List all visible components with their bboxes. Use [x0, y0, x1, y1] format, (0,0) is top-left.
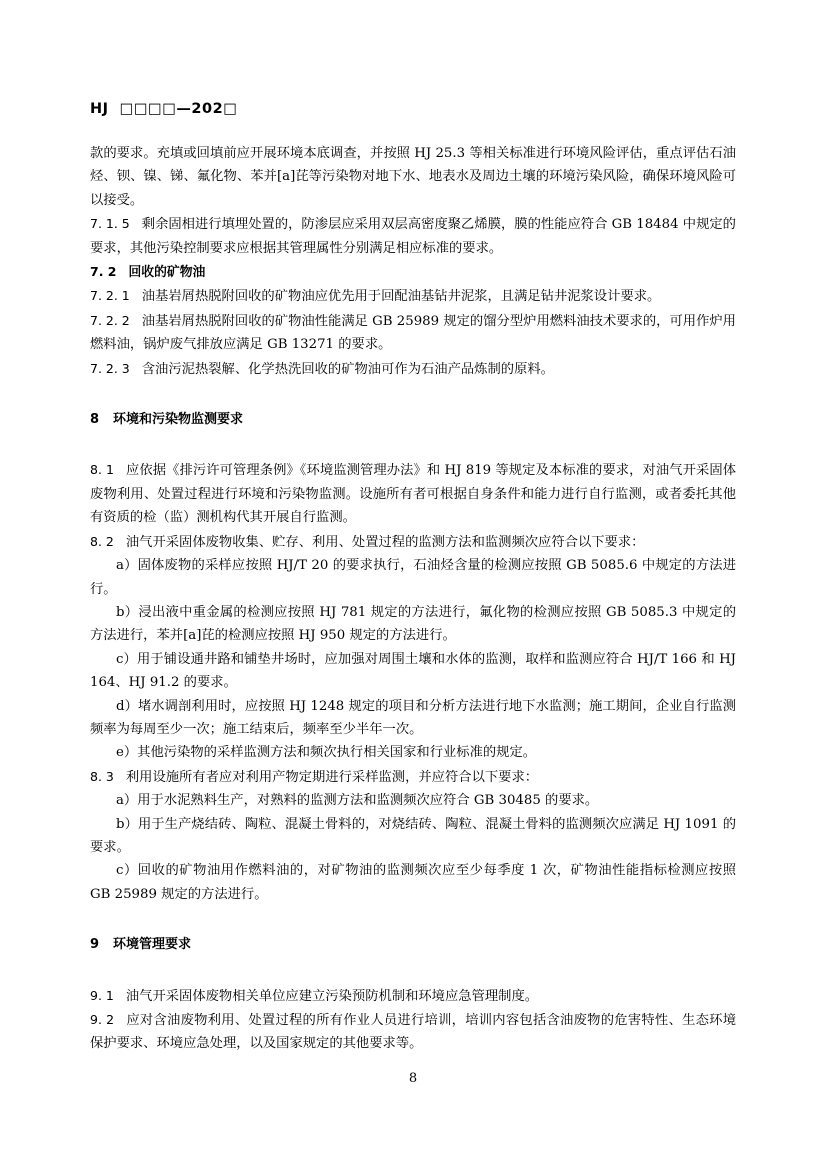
clause-text: 剩余固相进行填埋处置的，防渗层应采用双层高密度聚乙烯膜，膜的性能应符合 GB 18484 中规定的要求，其他污染控制要求应根据其管理属性分别满足相应标准的要求。 — [90, 217, 736, 256]
clause-text: 利用设施所有者应对利用产物定期进行采样监测，并应符合以下要求： — [125, 769, 539, 785]
clause-7-2-1 — [90, 284, 736, 308]
document-body — [90, 142, 736, 1056]
clause-number: 9. 1 — [90, 987, 114, 1003]
document-code-header: HJ □□□□—202□ — [90, 101, 238, 117]
clause-number: 9. 2 — [90, 1012, 115, 1027]
list-item-8-2-d: d）堵水调剖利用时，应按照 HJ 1248 规定的项目和分析方法进行地下水监测；施工期间，企业自行监测频率为每周至少一次；施工结束后，频率至少半年一次。 — [90, 698, 736, 737]
spacer — [90, 381, 736, 408]
clause-number: 7. 2. 1 — [90, 288, 130, 304]
clause-number: 7. 2. 2 — [90, 312, 130, 328]
clause-text: 应依据《排污许可管理条例》《环境监测管理办法》和 HJ 819 等规定及本标准的要求，对油气开采固体废物利用、处置过程进行环境和污染物监测。设施所有者可根据自身条件和能力进行自行监测，或者委托其他有资质的检（监）测机构代其开展自行监测。 — [90, 463, 736, 526]
chapter-title: 环境管理要求 — [113, 937, 192, 953]
list-item-8-3-c: c）回收的矿物油用作燃料油的，对矿物油的监测频次应至少每季度 1 次，矿物油性能指标检测应按照 GB 25989 规定的方法进行。 — [90, 863, 736, 902]
list-item-8-2-b: b）浸出液中重金属的检测应按照 HJ 781 规定的方法进行，氟化物的检测应按照 GB 5085.3 中规定的方法进行，苯并[a]芘的检测应按照 HJ 950 规定的方法进行。 — [90, 604, 736, 644]
section-number: 7. 2 — [90, 264, 117, 280]
clause-7-1-5 — [90, 212, 736, 260]
clause-text: 含油污泥热裂解、化学热洗回收的矿物油可作为石油产品炼制的原料。 — [141, 361, 554, 377]
spacer — [90, 906, 736, 933]
list-item-8-3-b: b）用于生产烧结砖、陶粒、混凝土骨料的，对烧结砖、陶粒、混凝土骨料的监测频次应满足 HJ 1091 的要求。 — [90, 816, 736, 855]
clause-8-1 — [90, 458, 736, 529]
clause-7-2-2 — [90, 309, 736, 357]
spacer — [90, 431, 736, 458]
section-heading-7-2 — [90, 260, 736, 284]
list-item-8-3-a: a）用于水泥熟料生产，对熟料的监测方法和监测频次应符合 GB 30485 的要求。 — [116, 793, 599, 809]
list-item-8-2-c: c）用于铺设通井路和铺垫井场时，应加强对周围土壤和水体的监测，取样和监测应符合 HJ/T 166 和 HJ 164、HJ 91.2 的要求。 — [90, 651, 736, 691]
clause-number: 7. 1. 5 — [90, 216, 130, 232]
clause-8-2 — [90, 530, 736, 554]
list-item-8-2-a: a）固体废物的采样应按照 HJ/T 20 的要求执行，石油烃含量的检测应按照 GB 5085.6 中规定的方法进行。 — [90, 558, 736, 597]
clause-9-1 — [90, 984, 736, 1008]
clause-text: 油气开采固体废物收集、贮存、利用、处置过程的监测方法和监测频次应符合以下要求： — [125, 534, 645, 550]
clause-number: 7. 2. 3 — [90, 360, 130, 376]
chapter-title: 环境和污染物监测要求 — [113, 412, 244, 428]
list-item-8-2-e: e）其他污染物的采样监测方法和频次执行相关国家和行业标准的规定。 — [116, 745, 537, 761]
section-title: 回收的矿物油 — [128, 265, 206, 281]
clause-text: 应对含油废物利用、处置过程的所有作业人员进行培训，培训内容包括含油废物的危害特性、生态环境保护要求、环境应急处理，以及国家规定的其他要求等。 — [90, 1013, 736, 1052]
clause-7-2-3 — [90, 357, 736, 381]
spacer — [90, 957, 736, 984]
chapter-number: 9 — [90, 937, 100, 953]
chapter-heading-9 — [90, 933, 736, 956]
paragraph-continuation: 款的要求。充填或回填前应开展环境本底调查，并按照 HJ 25.3 等相关标准进行环境风险评估，重点评估石油烃、钡、镍、锑、氟化物、苯并[a]芘等污染物对地下水、地表水及周边土壤的环境污染风险，确保环境风险可以接受。 — [90, 146, 736, 208]
chapter-number: 8 — [90, 412, 100, 428]
clause-number: 8. 1 — [90, 462, 114, 478]
clause-9-2 — [90, 1008, 736, 1056]
clause-number: 8. 3 — [90, 768, 114, 784]
clause-number: 8. 2 — [90, 533, 114, 549]
clause-text: 油基岩屑热脱附回收的矿物油应优先用于回配油基钻井泥浆，且满足钻井泥浆设计要求。 — [141, 289, 661, 305]
clause-8-3 — [90, 765, 736, 789]
clause-text: 油基岩屑热脱附回收的矿物油性能满足 GB 25989 规定的馏分型炉用燃料油技术要求的，可用作炉用燃料油，锅炉废气排放应满足 GB 13271 的要求。 — [90, 313, 736, 353]
page-number: 8 — [408, 1071, 418, 1086]
chapter-heading-8 — [90, 408, 736, 431]
clause-text: 油气开采固体废物相关单位应建立污染预防机制和环境应急管理制度。 — [125, 988, 539, 1004]
